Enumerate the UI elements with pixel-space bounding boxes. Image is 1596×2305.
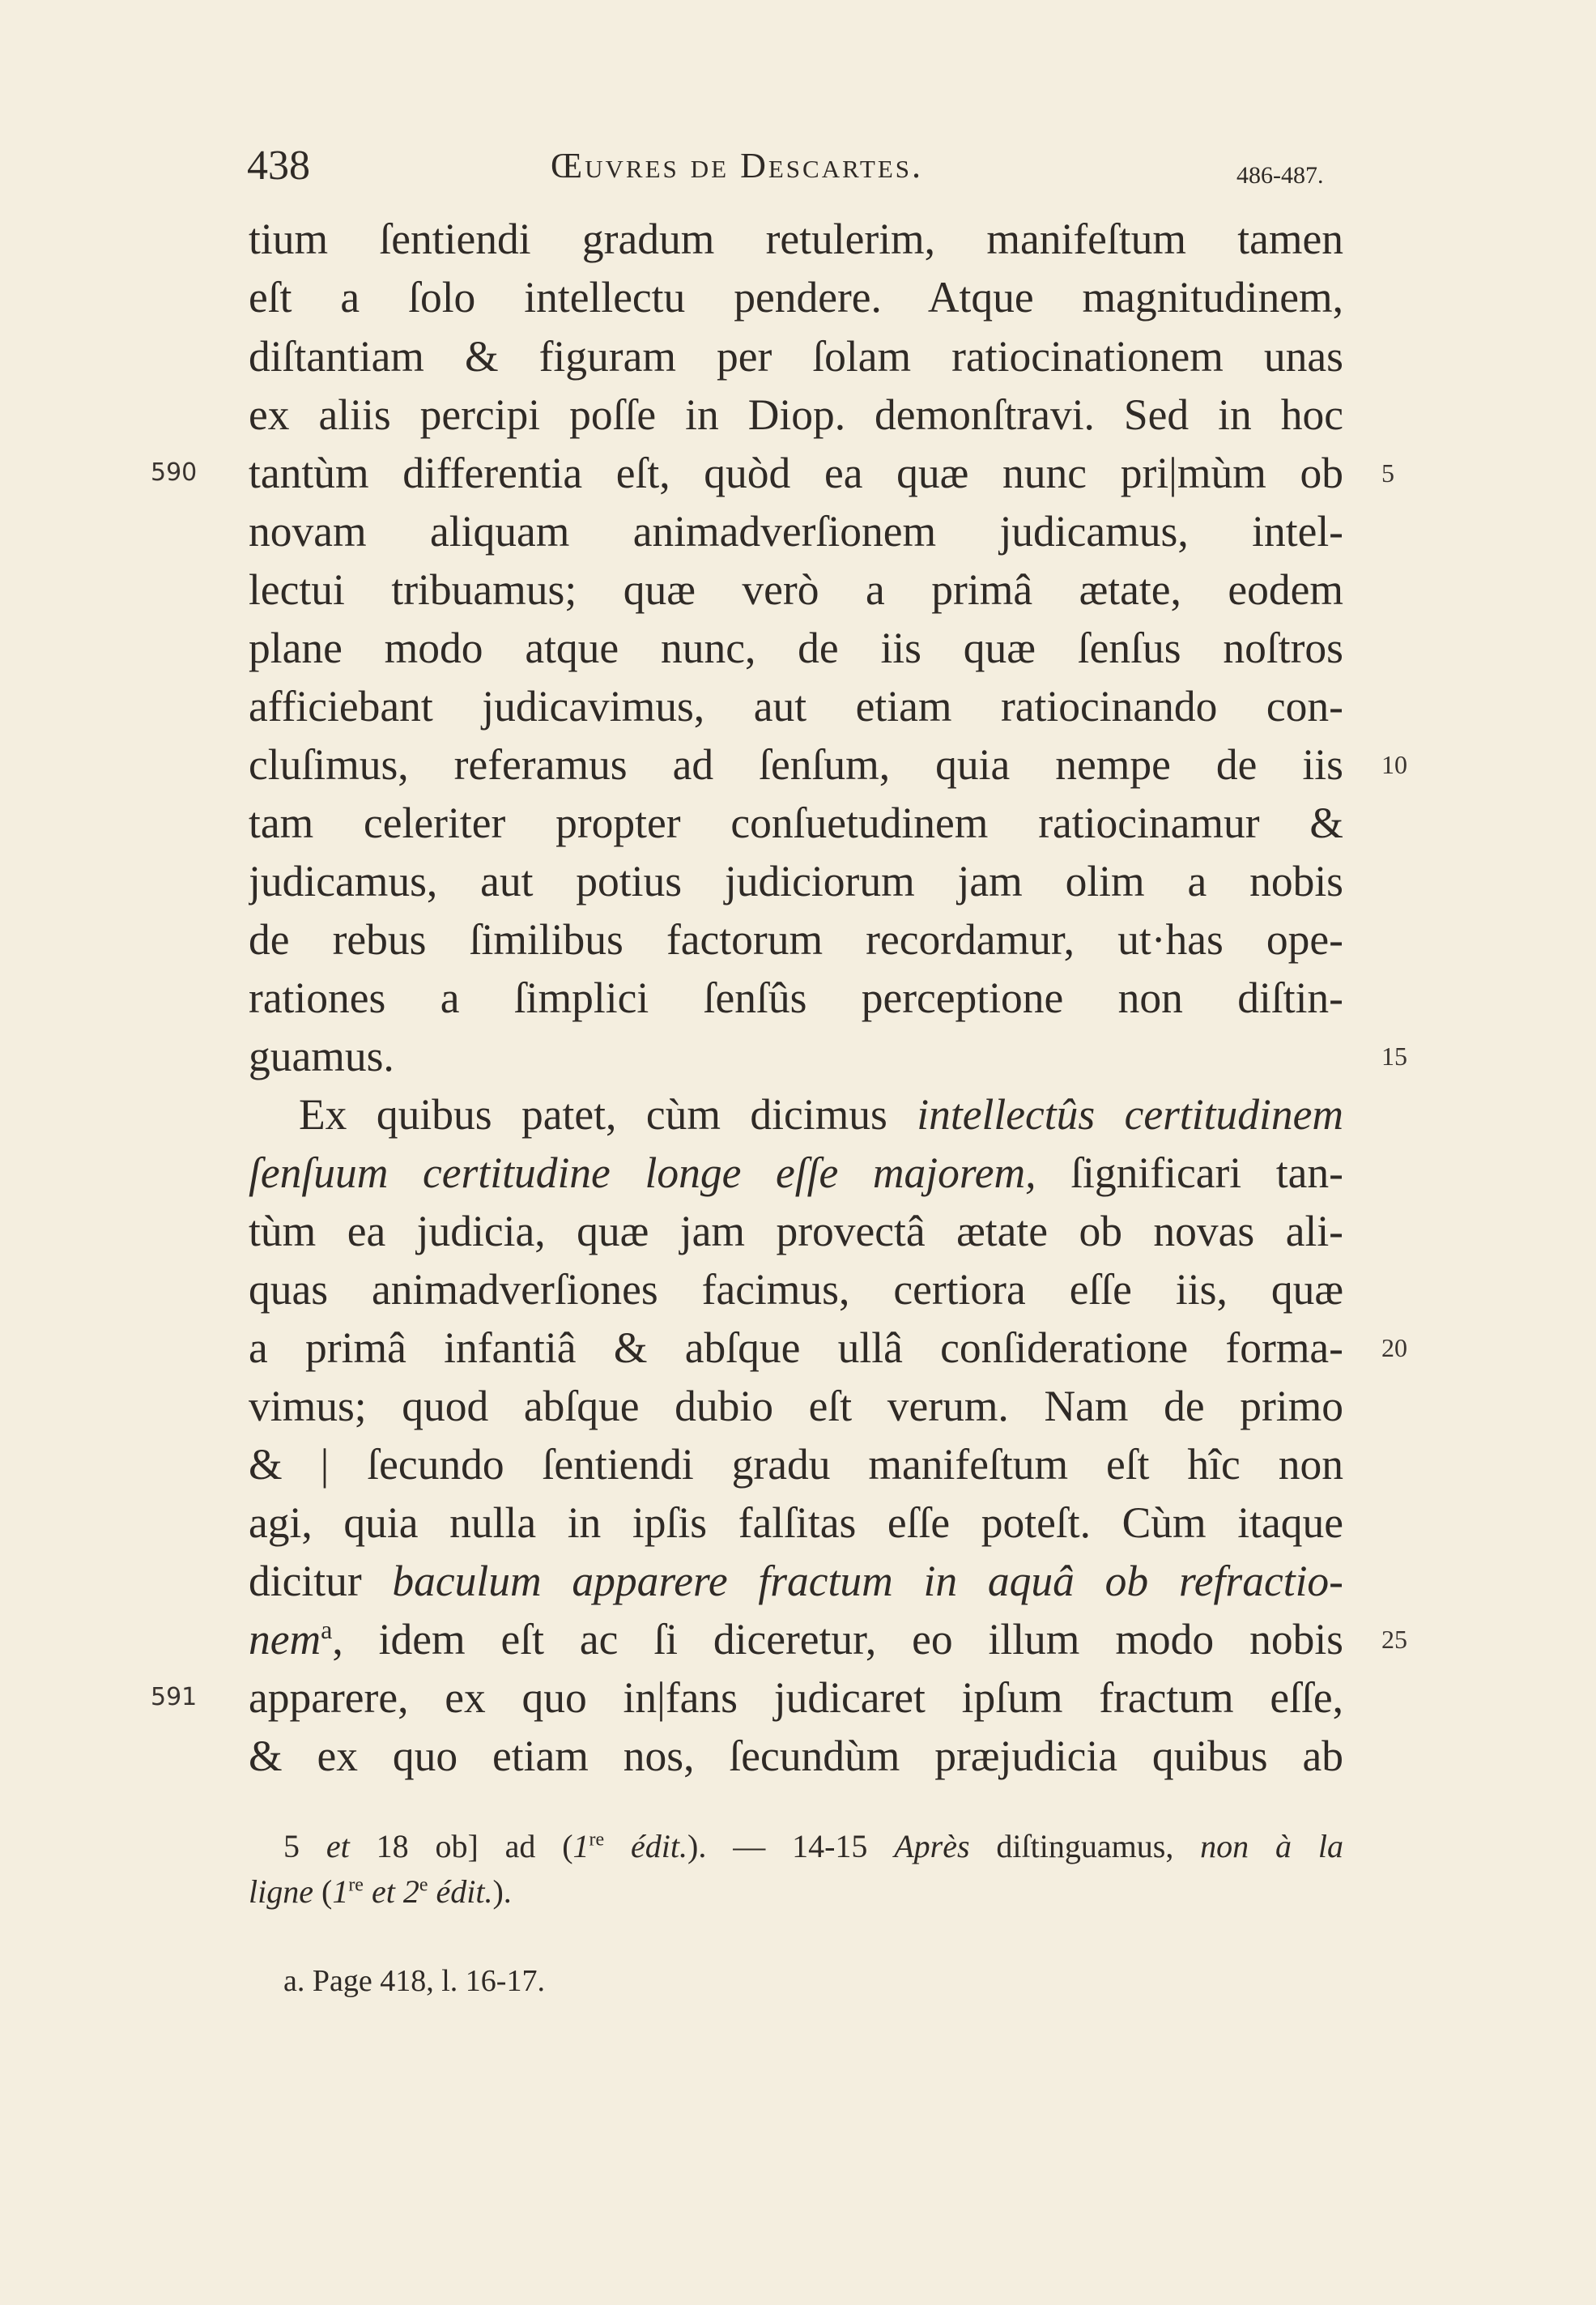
margin-page-number: 590 [151,458,198,487]
text-line: tam celeriter propter conſuetudinem ratiocinamur & [249,799,1343,847]
running-title: Œuvres de Descartes. [551,146,924,185]
page-reference: 486-487. [1236,162,1324,189]
footnote-variants: 5 et 18 ob] ad (1re édit.). — 14-15 Après diſtinguamus, non à la [283,1828,1343,1864]
text-line: de rebus ſimilibus factorum recordamur, ut·has ope- [249,915,1343,964]
text-line: dicitur baculum apparere fractum in aquâ ob refractio- [249,1557,1343,1605]
text-line: Ex quibus patet, cùm dicimus intellectûs certitudinem [299,1090,1343,1139]
text-line: afficiebant judicavimus, aut etiam ratiocinando con- [249,682,1343,731]
line-number: 10 [1381,750,1407,779]
text-line: & ex quo etiam nos, ſecundùm præjudicia quibus ab [249,1732,1343,1780]
text-line: tantùm differentia eſt, quòd ea quæ nunc pri|mùm ob [249,449,1343,497]
text-line: apparere, ex quo in|fans judicaret ipſum fractum eſſe, [249,1673,1343,1722]
text-line: tium ſentiendi gradum retulerim, manifeſtum tamen [249,215,1343,263]
footnote-variants-cont: ligne (1re et 2e édit.). [249,1873,512,1910]
line-number: 15 [1381,1042,1407,1071]
text-line: rationes a ſimplici ſenſûs perceptione non diſtin- [249,974,1343,1022]
text-line: nem$^a$, idem eſt ac ſi diceretur, eo illum modo nobis [249,1615,1343,1664]
text-line: vimus; quod abſque dubio eſt verum. Nam de primo [249,1382,1343,1430]
text-line: agi, quia nulla in ipſis falſitas eſſe poteſt. Cùm itaque [249,1498,1343,1547]
text-line: novam aliquam animadverſionem judicamus, intel- [249,507,1343,556]
page-number: 438 [247,143,310,189]
text-line: guamus. [249,1032,394,1080]
text-line: tùm ea judicia, quæ jam provectâ ætate ob novas ali- [249,1207,1343,1255]
margin-page-number: 591 [151,1683,198,1711]
text-line: judicamus, aut potius judiciorum jam olim a nobis [249,857,1343,905]
text-line: ſenſuum certitudine longe eſſe majorem, ſignificari tan- [249,1148,1343,1197]
text-line: a primâ infantiâ & abſque ullâ conſideratione forma- [249,1323,1343,1372]
text-line: cluſimus, referamus ad ſenſum, quia nempe de iis [249,740,1343,789]
text-line: diſtantiam & figuram per ſolam ratiocinationem unas [249,332,1343,381]
text-line: plane modo atque nunc, de iis quæ ſenſus noſtros [249,624,1343,672]
line-number: 25 [1381,1625,1407,1654]
text-line: eſt a ſolo intellectu pendere. Atque magnitudinem, [249,273,1343,322]
text-line: lectui tribuamus; quæ verò a primâ ætate, eodem [249,565,1343,614]
line-number: 20 [1381,1333,1407,1362]
text-line: ex aliis percipi poſſe in Diop. demonſtravi. Sed in hoc [249,390,1343,439]
footnote-a: a. Page 418, l. 16-17. [283,1964,545,1998]
footnote-marker: a [321,1615,333,1645]
line-number: 5 [1381,458,1394,488]
text-line: & | ſecundo ſentiendi gradu manifeſtum eſt hîc non [249,1440,1343,1489]
text-line: quas animadverſiones facimus, certiora eſſe iis, quæ [249,1265,1343,1314]
